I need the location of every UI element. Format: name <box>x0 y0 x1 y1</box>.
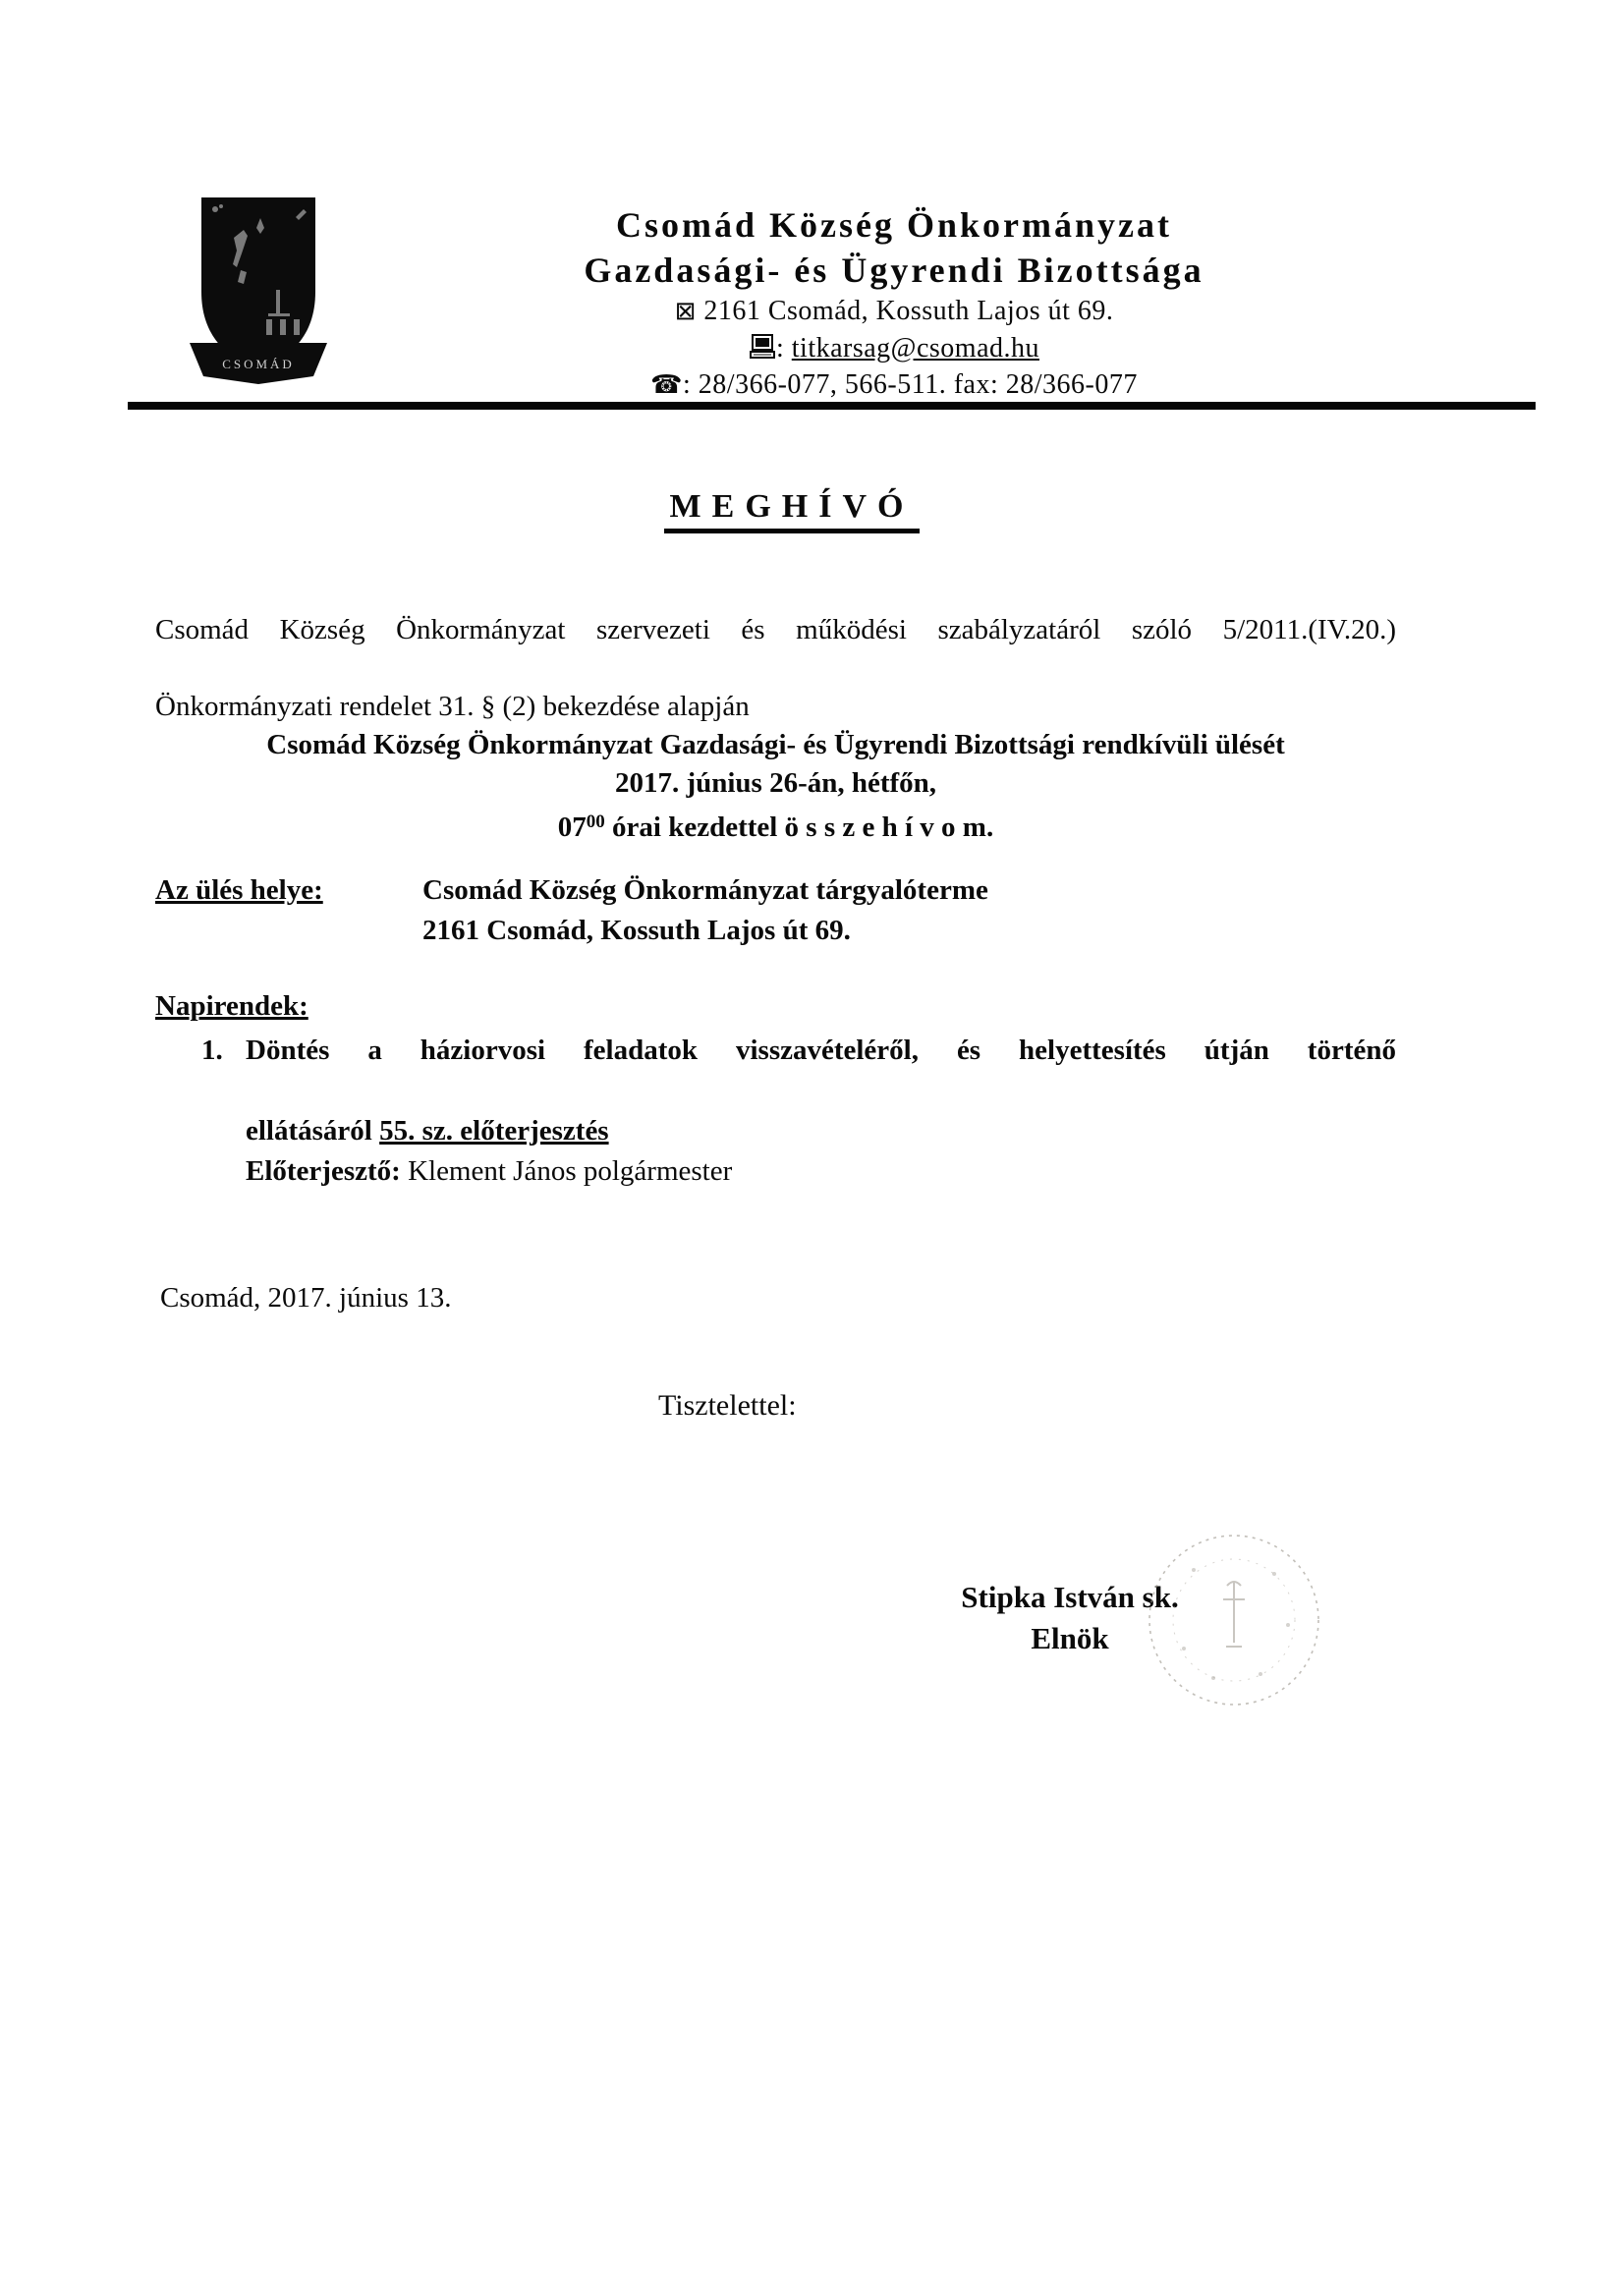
presenter-name: Klement János polgármester <box>400 1155 733 1187</box>
address-text: 2161 Csomád, Kossuth Lajos út 69. <box>703 296 1114 326</box>
phone-icon: ☎ <box>650 370 684 400</box>
announcement-line3-rest: órai kezdettel ö s s z e h í v o m. <box>604 811 994 843</box>
agenda-number-spacer1 <box>201 1111 246 1151</box>
agenda-item-line1 <box>201 1031 1396 1111</box>
agenda-item <box>155 1031 1396 1192</box>
stamp-emblem <box>1223 1582 1245 1647</box>
title-wrap <box>0 488 1584 533</box>
location-line1: Csomád Község Önkormányzat tárgyalóterme <box>422 874 988 906</box>
document-title: MEGHÍVÓ <box>664 488 921 533</box>
agenda-number-spacer2 <box>201 1151 246 1192</box>
agenda-heading: Napirendek: <box>155 990 308 1022</box>
announcement-line3 <box>155 803 1396 847</box>
stamp-texture <box>1182 1568 1290 1680</box>
announcement-line2: 2017. június 26-án, hétfőn, <box>614 767 937 799</box>
agenda-item-text-line2 <box>246 1111 1396 1151</box>
email-separator: : <box>775 333 792 364</box>
meeting-time-superscript: 00 <box>586 811 605 832</box>
agenda-section <box>155 986 1396 1192</box>
location-line2: 2161 Csomád, Kossuth Lajos út 69. <box>422 915 851 946</box>
email-link: titkarsag@csomad.hu <box>791 333 1039 364</box>
phone-line <box>334 366 1454 404</box>
presenter-label: Előterjesztő: <box>246 1155 401 1187</box>
address-line <box>334 293 1454 330</box>
location-row2 <box>155 911 1396 951</box>
agenda-line2-prefix: ellátásáról <box>246 1115 380 1147</box>
location-row1 <box>155 870 1396 911</box>
agenda-presenter <box>246 1151 732 1192</box>
envelope-icon: ⊠ <box>674 297 697 326</box>
date-line: Csomád, 2017. június 13. <box>160 1282 452 1314</box>
agenda-proposal-reference: 55. sz. előterjesztés <box>379 1115 609 1147</box>
agenda-item-line2 <box>201 1111 1396 1151</box>
meeting-time: 07 <box>557 811 587 843</box>
location-label-spacer <box>155 911 422 951</box>
email-line <box>334 330 1454 366</box>
agenda-item-number: 1. <box>201 1035 223 1066</box>
announcement-line1: Csomád Község Önkormányzat Gazdasági- és Ügyrendi Bizottsági rendkívüli ülését <box>266 729 1285 760</box>
agenda-item-text-line1: Döntés a háziorvosi feladatok visszavételéről, és helyettesítés útján történő <box>246 1035 1396 1066</box>
location-label: Az ülés helye: <box>155 874 323 906</box>
intro-line2: Önkormányzati rendelet 31. § (2) bekezdése alapján <box>155 691 750 722</box>
meeting-location <box>155 870 1396 951</box>
signer-title: Elnök <box>1031 1621 1109 1655</box>
salutation: Tisztelettel: <box>658 1389 797 1422</box>
org-name-line2: Gazdasági- és Ügyrendi Bizottsága <box>584 251 1204 290</box>
official-stamp <box>1145 1531 1323 1709</box>
letterhead <box>334 202 1454 404</box>
signer-name: Stipka István sk. <box>961 1580 1179 1614</box>
coat-of-arms-logo <box>190 194 327 390</box>
agenda-presenter-line <box>201 1151 1396 1192</box>
logo-banner-text: CSOMÁD <box>222 357 295 371</box>
intro-paragraph <box>155 611 1396 847</box>
header-divider <box>128 402 1536 410</box>
org-name-line1: Csomád Község Önkormányzat <box>616 205 1172 245</box>
intro-line1: Csomád Község Önkormányzat szervezeti és működési szabályzatáról szóló 5/2011.(IV.20.) <box>155 614 1396 645</box>
computer-icon <box>749 334 776 360</box>
phone-text: : 28/366-077, 566-511. fax: 28/366-077 <box>683 369 1138 400</box>
